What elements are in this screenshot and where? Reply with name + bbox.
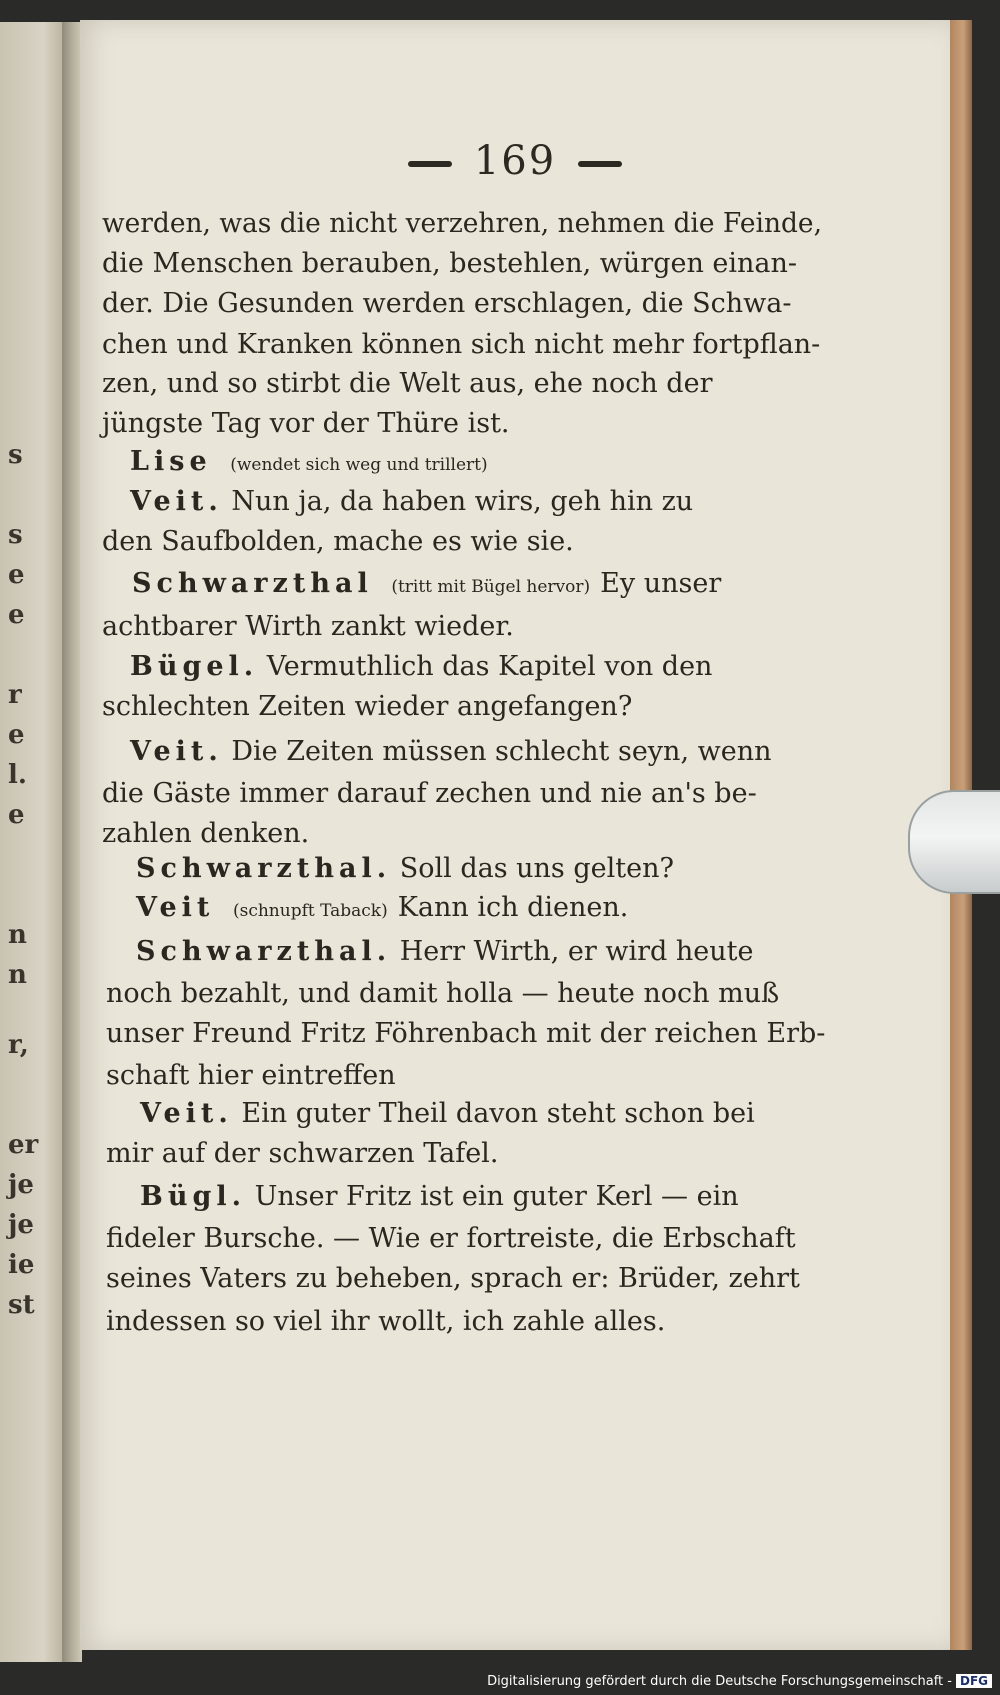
text-line xyxy=(106,980,826,1007)
line-text: Vermuthlich das Kapitel von den xyxy=(266,651,713,682)
left-page-fragment: e xyxy=(8,720,25,750)
left-page-fragment: n xyxy=(8,960,27,990)
line-text: indessen so viel ihr wollt, ich zahle alles. xyxy=(106,1306,666,1337)
left-page-fragment: je xyxy=(8,1210,34,1240)
line-text: Die Zeiten müssen schlecht seyn, wenn xyxy=(231,736,772,767)
speaker-name: Veit. xyxy=(130,736,223,767)
speaker-name: Bügl. xyxy=(140,1181,246,1212)
text-line xyxy=(106,1225,834,1252)
left-page-fragment: s xyxy=(8,440,23,470)
text-line xyxy=(106,1020,826,1047)
text-line xyxy=(130,653,798,680)
text-line xyxy=(136,855,1000,882)
text-line xyxy=(102,290,822,317)
left-page-fragment: r, xyxy=(8,1030,29,1060)
line-text: noch bezahlt, und damit holla — heute noch muß xyxy=(106,978,780,1009)
page-number-dash-right xyxy=(578,161,622,167)
line-text: die Menschen berauben, bestehlen, würgen einan- xyxy=(102,248,798,279)
text-line xyxy=(102,250,820,277)
left-page-fragment: je xyxy=(8,1170,34,1200)
footer-credit xyxy=(487,1674,992,1689)
left-page-fragment: l. xyxy=(8,760,27,790)
text-line xyxy=(102,613,972,640)
text-line xyxy=(102,208,822,239)
line-text: Soll das uns gelten? xyxy=(399,853,674,884)
text-line xyxy=(106,1265,834,1292)
left-page-fragment: ie xyxy=(8,1250,35,1280)
line-text: der. Die Gesunden werden erschlagen, die Schwa- xyxy=(102,288,792,319)
text-line xyxy=(102,820,972,847)
left-page-edge xyxy=(0,22,62,1662)
line-text: Kann ich dienen. xyxy=(397,892,629,923)
text-line xyxy=(102,331,819,358)
line-text: seines Vaters zu beheben, sprach er: Brüder, zehrt xyxy=(106,1263,800,1294)
text-line xyxy=(132,570,800,597)
text-line xyxy=(136,894,1000,921)
text-line xyxy=(106,1308,976,1335)
text-line xyxy=(102,410,972,437)
text-line xyxy=(140,1100,816,1127)
line-text: Ein guter Theil davon steht schon bei xyxy=(241,1098,755,1129)
text-line xyxy=(102,528,972,555)
text-line xyxy=(130,448,1000,475)
speaker-name: Schwarzthal. xyxy=(136,853,392,884)
left-page-fragment: r xyxy=(8,680,22,710)
line-text: schlechten Zeiten wieder angefangen? xyxy=(102,691,633,722)
page-number-dash-left xyxy=(408,161,452,167)
line-text: werden, was die nicht verzehren, nehmen die Feinde, xyxy=(102,208,822,239)
stage-direction: (wendet sich weg und trillert) xyxy=(230,455,488,475)
line-text: den Saufbolden, mache es wie sie. xyxy=(102,526,574,557)
speaker-name: Schwarzthal xyxy=(132,568,373,599)
line-text: zen, und so stirbt die Welt aus, ehe noch der xyxy=(102,368,713,399)
text-line xyxy=(102,370,822,397)
line-text: Ey unser xyxy=(600,568,722,599)
text-line xyxy=(136,938,822,965)
speaker-name: Veit. xyxy=(140,1098,233,1129)
line-text: Herr Wirth, er wird heute xyxy=(399,936,754,967)
book-spine xyxy=(62,22,82,1662)
line-text: zahlen denken. xyxy=(102,818,310,849)
speaker-name: Veit xyxy=(136,892,215,923)
text-line xyxy=(102,780,822,807)
page-number-text: 169 xyxy=(473,138,557,184)
speaker-name: Lise xyxy=(130,446,212,477)
dfg-logo: DFG xyxy=(956,1674,992,1688)
footer-text: Digitalisierung gefördert durch die Deutsche Forschungsgemeinschaft - xyxy=(487,1674,952,1689)
line-text: die Gäste immer darauf zechen und nie an's be- xyxy=(102,778,757,809)
book-page xyxy=(80,20,950,1650)
line-text: jüngste Tag vor der Thüre ist. xyxy=(102,408,510,439)
left-page-fragment: n xyxy=(8,920,27,950)
speaker-name: Schwarzthal. xyxy=(136,936,392,967)
line-text: mir auf der schwarzen Tafel. xyxy=(106,1138,499,1169)
left-page-fragment: st xyxy=(8,1290,35,1320)
line-text: achtbarer Wirth zankt wieder. xyxy=(102,611,514,642)
speaker-name: Veit. xyxy=(130,486,223,517)
line-text: unser Freund Fritz Föhrenbach mit der reichen Erb- xyxy=(106,1018,826,1049)
line-text: Nun ja, da haben wirs, geh hin zu xyxy=(231,486,694,517)
left-page-fragment: er xyxy=(8,1130,39,1160)
text-line xyxy=(102,693,972,720)
text-line xyxy=(106,1062,976,1089)
left-page-fragment: e xyxy=(8,560,25,590)
line-text: fideler Bursche. — Wie er fortreiste, die Erbschaft xyxy=(106,1223,796,1254)
page-clip xyxy=(908,790,1000,894)
text-line xyxy=(140,1183,816,1210)
left-page-fragment: e xyxy=(8,800,25,830)
left-page-fragment: e xyxy=(8,600,25,630)
line-text: schaft hier eintreffen xyxy=(106,1060,396,1091)
text-line xyxy=(106,1140,976,1167)
speaker-name: Bügel. xyxy=(130,651,259,682)
text-line xyxy=(130,488,798,515)
text-line xyxy=(130,738,798,765)
line-text: Unser Fritz ist ein guter Kerl — ein xyxy=(254,1181,739,1212)
line-text: chen und Kranken können sich nicht mehr fortpflan- xyxy=(102,329,821,360)
stage-direction: (schnupft Taback) xyxy=(232,901,388,921)
left-page-fragment: s xyxy=(8,520,23,550)
stage-direction: (tritt mit Bügel hervor) xyxy=(391,577,591,597)
page-number xyxy=(80,138,950,184)
